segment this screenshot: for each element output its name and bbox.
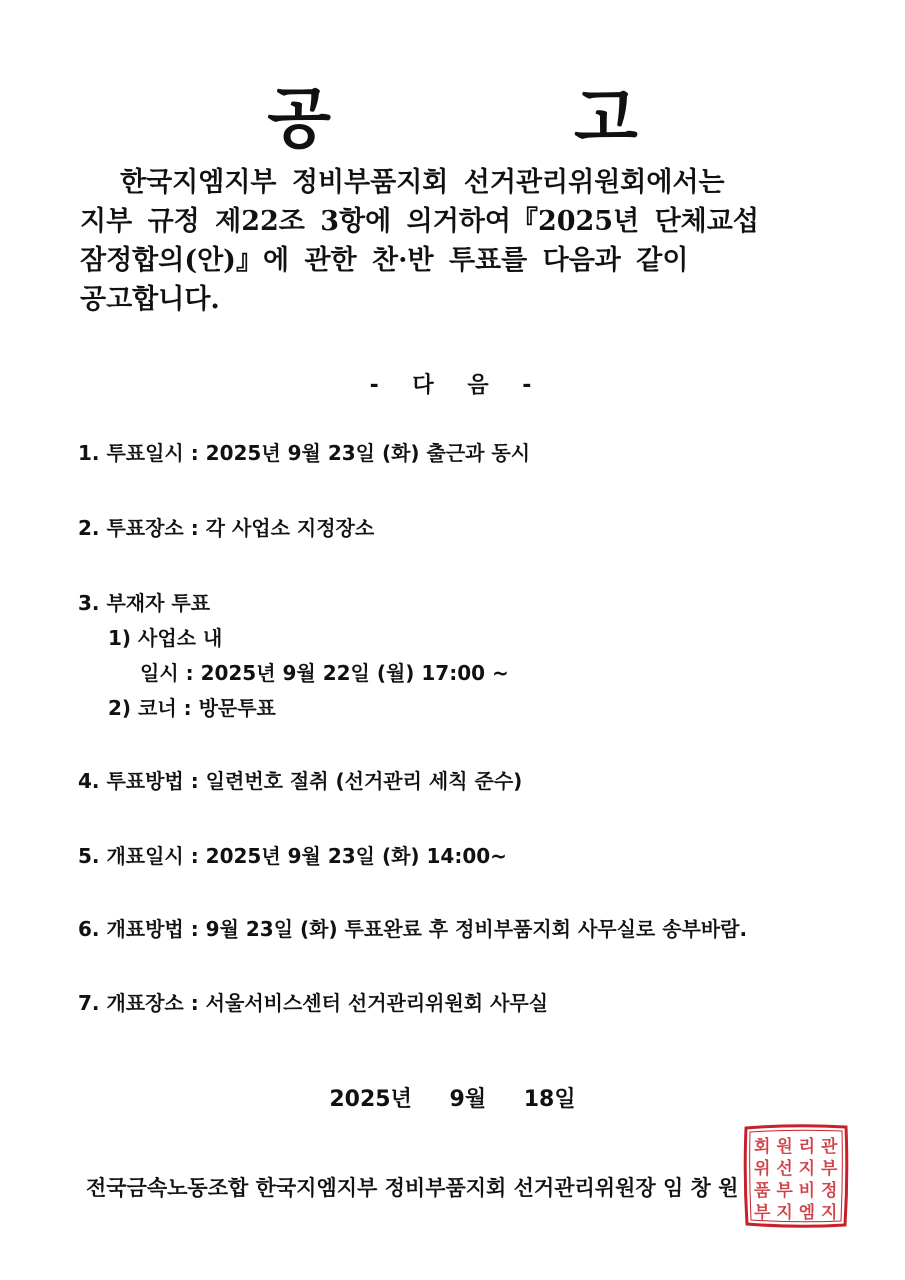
svg-text:회 원 리 관: 회 원 리 관 [754, 1137, 838, 1157]
item-counting-datetime: 5. 개표일시 : 2025년 9월 23일 (화) 14:00~ [78, 844, 507, 868]
item-voting-method: 4. 투표방법 : 일련번호 절취 (선거관리 세칙 준수) [78, 769, 523, 793]
item-absentee-datetime: 일시 : 2025년 9월 22일 (월) 17:00 ~ [140, 661, 509, 685]
svg-text:품 부 비 정: 품 부 비 정 [754, 1181, 838, 1201]
intro-line: 한국지엠지부 정비부품지회 선거관리위원회에서는 [120, 167, 725, 198]
intro-line: 공고합니다. [80, 284, 220, 315]
item-absentee-voting: 3. 부재자 투표 [78, 591, 211, 615]
item-voting-place: 2. 투표장소 : 각 사업소 지정장소 [78, 516, 375, 540]
item-counting-method: 6. 개표방법 : 9월 23일 (화) 투표완료 후 정비부품지회 사무실로 송부바람. [78, 917, 748, 941]
section-heading: - 다 음 - [369, 373, 536, 398]
document-title: 공 고 [267, 79, 748, 157]
svg-text:위 선 지 부: 위 선 지 부 [754, 1159, 838, 1179]
item-counting-place: 7. 개표장소 : 서울서비스센터 선거관리위원회 사무실 [78, 991, 549, 1015]
signer-line: 전국금속노동조합 한국지엠지부 정비부품지회 선거관리위원장 임 창 원 [86, 1176, 739, 1200]
official-seal-icon [740, 1120, 852, 1232]
notice-date: 2025년 9월 18일 [329, 1087, 576, 1112]
intro-line: 지부 규정 제22조 3항에 의거하여『2025년 단체교섭 [80, 206, 759, 237]
svg-text:부 지 엠 지: 부 지 엠 지 [754, 1203, 838, 1223]
item-absentee-corner: 2) 코너 : 방문투표 [108, 696, 276, 720]
intro-line: 잠정합의(안)』에 관한 찬·반 투표를 다음과 같이 [80, 245, 689, 276]
intro-paragraph [80, 163, 815, 319]
item-absentee-office: 1) 사업소 내 [108, 626, 223, 650]
item-voting-datetime: 1. 투표일시 : 2025년 9월 23일 (화) 출근과 동시 [78, 441, 531, 465]
